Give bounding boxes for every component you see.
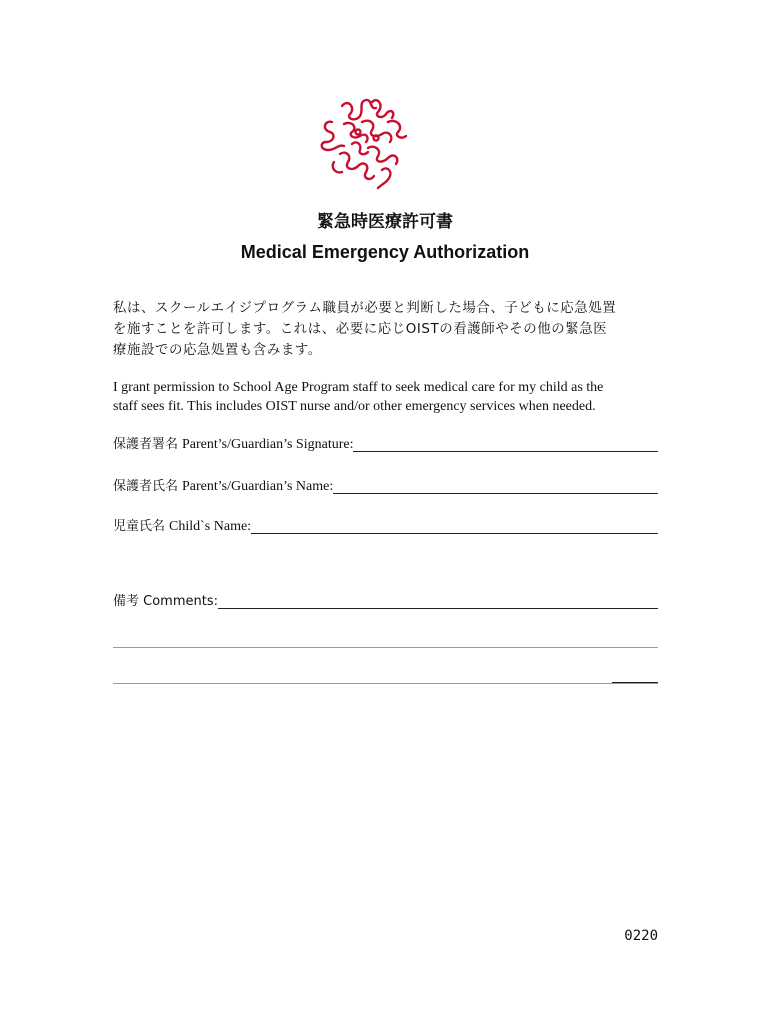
oist-logo-icon: [312, 92, 414, 192]
statement-english-line: I grant permission to School Age Program staff to seek medical care for my child as the: [113, 380, 604, 395]
parent-signature-label-jp: 保護者署名: [113, 437, 179, 452]
page-title-english: Medical Emergency Authorization: [240, 242, 530, 262]
statement-japanese-line: 私は、スクールエイジプログラム職員が必要と判断した場合、子どもに応急処置: [113, 301, 617, 316]
statement-japanese-line: 療施設での応急処置も含みます。: [113, 343, 322, 358]
form-code: 0220: [624, 928, 658, 944]
parent-signature-label: Parent’s/Guardian’s Signature:: [182, 437, 354, 452]
parent-signature-field[interactable]: [113, 432, 658, 454]
statement-english: [113, 378, 673, 416]
comments-line-3[interactable]: [113, 683, 658, 684]
statement-japanese-line: を施すことを許可します。これは、必要に応じOISTの看護師やその他の緊急医: [113, 322, 608, 337]
parent-name-label: Parent’s/Guardian’s Name:: [182, 479, 334, 494]
parent-name-label-jp: 保護者氏名: [113, 479, 179, 494]
comments-label: 備考 Comments:: [113, 594, 218, 609]
child-name-label-jp: 児童氏名: [113, 519, 166, 534]
child-name-field[interactable]: [113, 514, 658, 536]
comments-field[interactable]: [113, 589, 658, 611]
page-title-japanese: 緊急時医療許可書: [317, 212, 453, 232]
child-name-label: Child`s Name:: [169, 519, 252, 534]
parent-name-field[interactable]: [113, 474, 658, 496]
parent-name-line[interactable]: [333, 476, 658, 494]
statement-english-line: staff sees fit. This includes OIST nurse and/or other emergency services when needed.: [113, 399, 596, 414]
comments-line-3-end: [612, 682, 658, 683]
child-name-line[interactable]: [251, 516, 658, 534]
statement-japanese: [113, 298, 661, 361]
parent-signature-line[interactable]: [353, 434, 658, 452]
comments-line-2[interactable]: [113, 647, 658, 648]
comments-line[interactable]: [218, 591, 658, 609]
